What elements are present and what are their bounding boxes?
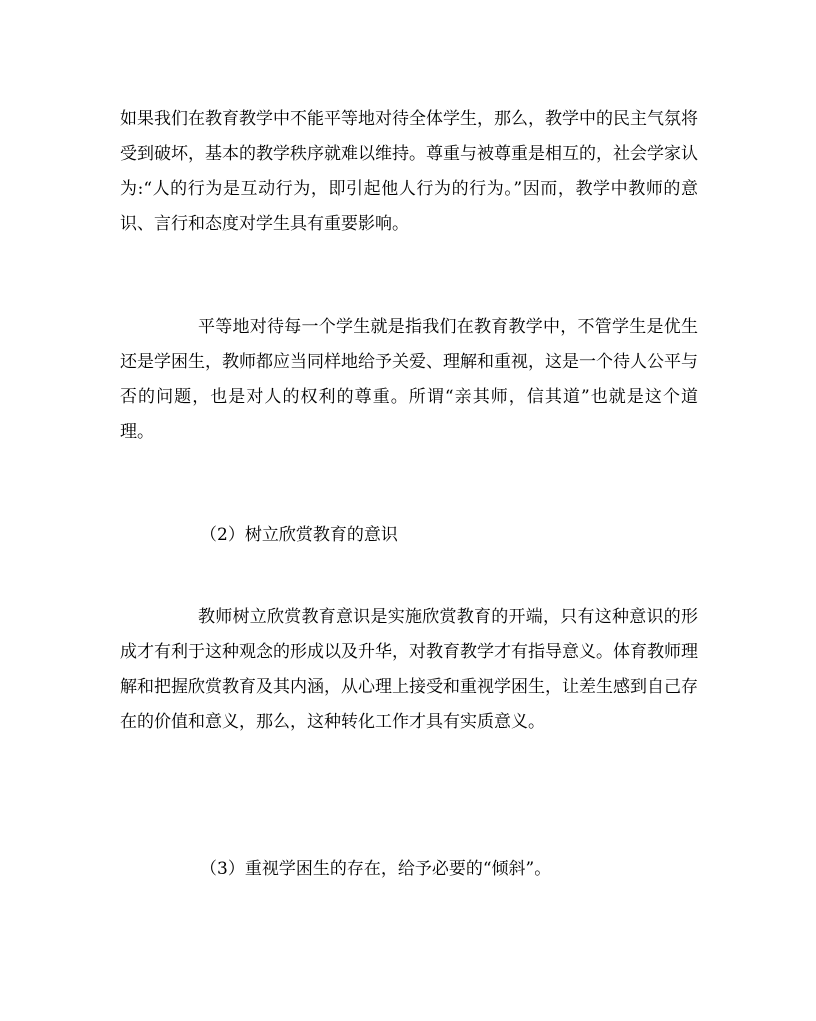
body-paragraph-equal-treatment: 如果我们在教育教学中不能平等地对待全体学生，那么，教学中的民主气氛将受到破坏，基本的教学秩序就难以维持。尊重与被尊重是相互的，社会学家认为:“人的行为是互动行为，即引起他人行为的行为。”因而，教学中教师的意识、言行和态度对学生具有重要影响。	[120, 109, 698, 234]
body-paragraph-fairness: 平等地对待每一个学生就是指我们在教育教学中，不管学生是优生还是学困生，教师都应当同样地给予关爱、理解和重视，这是一个待人公平与否的问题，也是对人的权利的尊重。所谓“亲其师，信其道”也就是这个道理。	[120, 317, 698, 442]
section-heading-appreciation-awareness: （2）树立欣赏教育的意识	[200, 525, 398, 545]
section-heading-struggling-students: （3）重视学困生的存在，给予必要的“倾斜”。	[200, 859, 552, 879]
body-paragraph-appreciation-education: 教师树立欣赏教育意识是实施欣赏教育的开端，只有这种意识的形成才有利于这种观念的形成以及升华，对教育教学才有指导意义。体育教师理解和把握欣赏教育及其内涵，从心理上接受和重视学困生，让差生感到自己存在的价值和意义，那么，这种转化工作才具有实质意义。	[120, 607, 698, 732]
